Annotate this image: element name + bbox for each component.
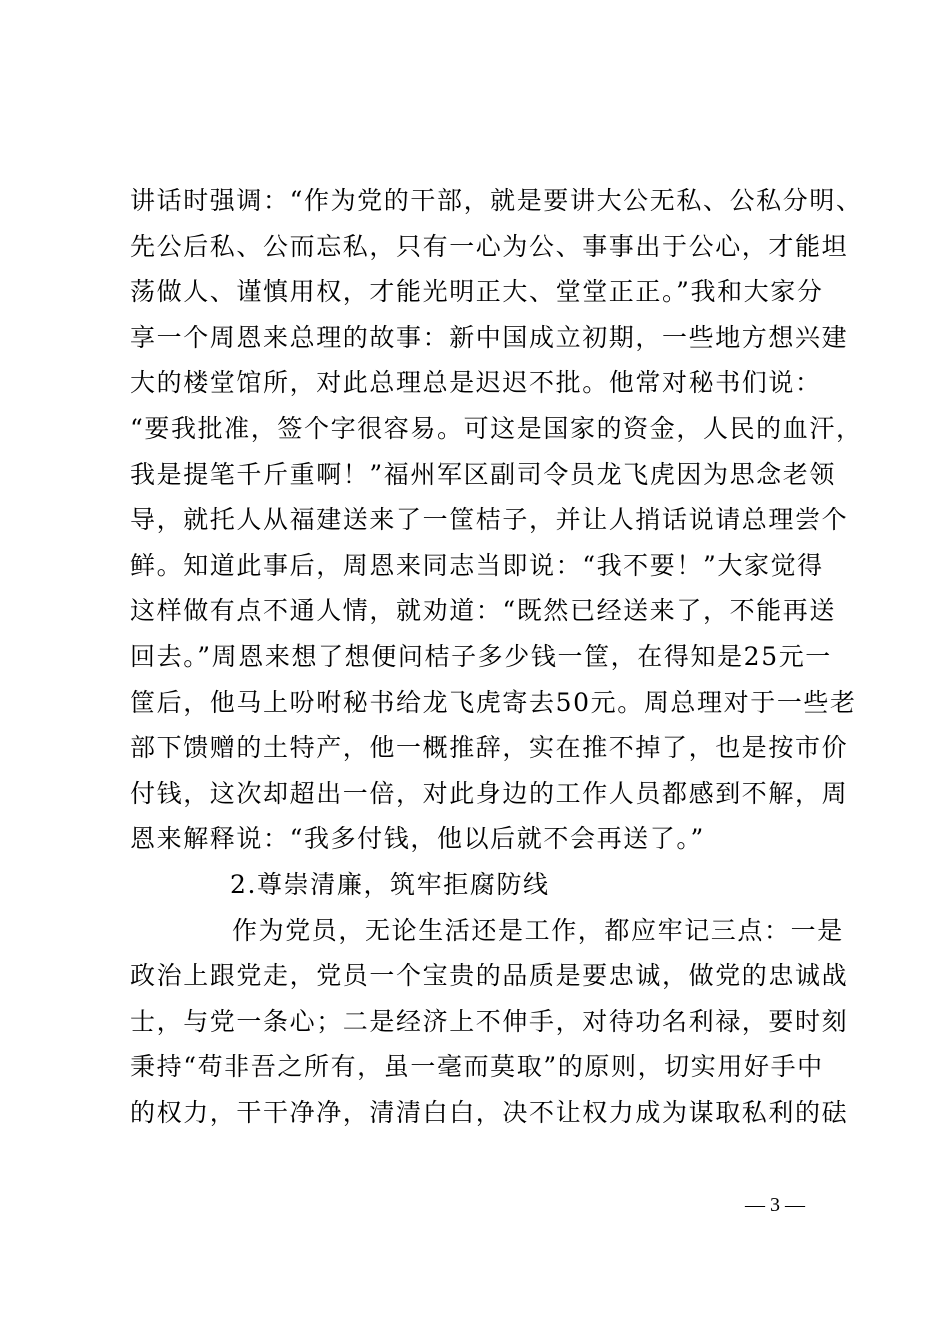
text-line: 恩来解释说：“我多付钱，他以后就不会再送了。” <box>130 824 705 854</box>
text-line: 筐后，他马上吩咐秘书给龙飞虎寄去50元。周总理对于一些老 <box>130 687 857 717</box>
page-number: — 3 — <box>745 1194 805 1216</box>
text-line: 作为党员，无论生活还是工作，都应牢记三点：一是 <box>232 915 844 945</box>
text-line: 秉持“苟非吾之所有，虽一毫而莫取”的原则，切实用好手中 <box>130 1052 824 1082</box>
text-line: 先公后私、公而忘私，只有一心为公、事事出于公心，才能坦 <box>130 231 849 261</box>
text-line: 政治上跟党走，党员一个宝贵的品质是要忠诚，做党的忠诚战 <box>130 961 849 991</box>
text-line: 鲜。知道此事后，周恩来同志当即说：“我不要！”大家觉得 <box>130 550 824 580</box>
section-heading: 2.尊崇清廉，筑牢拒腐防线 <box>230 869 550 899</box>
text-line: 大的楼堂馆所，对此总理总是迟迟不批。他常对秘书们说： <box>130 368 822 398</box>
text-line: 这样做有点不通人情，就劝道：“既然已经送来了，不能再送 <box>130 596 836 626</box>
text-line: 导，就托人从福建送来了一筐桔子，并让人捎话说请总理尝个 <box>130 505 849 535</box>
text-line: 的权力，干干净净，清清白白，决不让权力成为谋取私利的砝 <box>130 1097 849 1127</box>
text-line: 享一个周恩来总理的故事：新中国成立初期，一些地方想兴建 <box>130 322 849 352</box>
text-line: 回去。”周恩来想了想便问桔子多少钱一筐，在得知是25元一 <box>130 641 832 671</box>
body-text <box>130 178 863 1135</box>
text-line: 荡做人、谨慎用权，才能光明正大、堂堂正正。”我和大家分 <box>130 277 824 307</box>
text-line: 我是提笔千斤重啊！”福州军区副司令员龙飞虎因为思念老领 <box>130 459 836 489</box>
text-line: 士，与党一条心；二是经济上不伸手，对待功名利禄，要时刻 <box>130 1006 849 1036</box>
text-line: “要我批准，签个字很容易。可这是国家的资金，人民的血汗， <box>130 413 863 443</box>
text-line: 部下馈赠的土特产，他一概推辞，实在推不掉了，也是按市价 <box>130 733 849 763</box>
text-line: 付钱，这次却超出一倍，对此身边的工作人员都感到不解，周 <box>130 778 849 808</box>
text-line: 讲话时强调：“作为党的干部，就是要讲大公无私、公私分明、 <box>130 186 863 215</box>
